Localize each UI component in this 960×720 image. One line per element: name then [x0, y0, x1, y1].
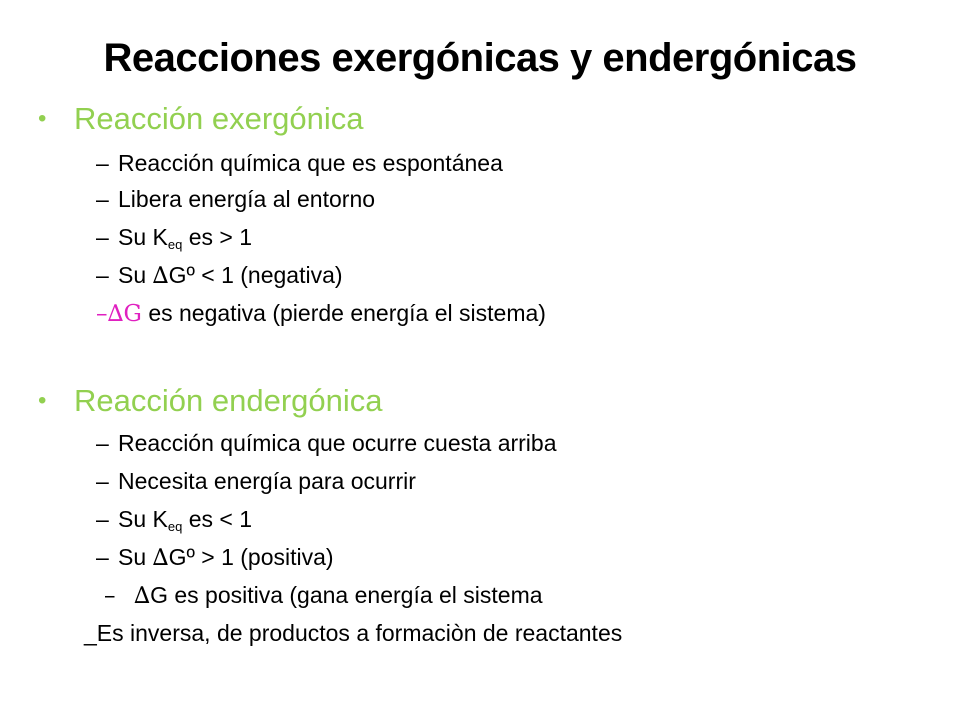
endergonic-item-1-text: Reacción química que ocurre cuesta arriba: [118, 430, 557, 456]
endergonic-last: [104, 582, 543, 609]
dash-icon: –: [96, 262, 109, 288]
dash-icon: –: [96, 506, 109, 532]
exergonic-dg: [96, 262, 343, 289]
dash-icon: –: [96, 186, 109, 212]
dash-icon: –: [96, 224, 109, 250]
dg-suffix: Gº > 1 (positiva): [168, 544, 334, 570]
dash-icon: –: [104, 583, 116, 609]
keq-prefix: Su K: [118, 224, 168, 250]
exergonic-heading: [38, 101, 364, 137]
endergonic-dg: [96, 544, 334, 571]
keq-suffix: es < 1: [182, 506, 253, 532]
endergonic-item-2-text: Necesita energía para ocurrir: [118, 468, 416, 494]
dash-icon: –: [96, 150, 109, 176]
delta-symbol: ∆: [152, 545, 169, 571]
exergonic-item-2-text: Libera energía al entorno: [118, 186, 376, 212]
delta-symbol: ∆: [152, 263, 169, 289]
endergonic-item-2: [96, 468, 416, 495]
dash-icon: –: [96, 430, 109, 456]
dg-suffix: Gº < 1 (negativa): [168, 262, 343, 288]
dg-prefix: Su: [118, 262, 153, 288]
keq-prefix: Su K: [118, 506, 168, 532]
exergonic-item-2: [96, 186, 375, 213]
delta-symbol: ∆: [134, 583, 151, 609]
bullet-icon: •: [38, 387, 47, 414]
endergonic-heading: [38, 383, 383, 419]
slide-title: Reacciones exergónicas y endergónicas: [103, 36, 857, 80]
dg-prefix: Su: [118, 544, 153, 570]
exergonic-last: [96, 300, 546, 327]
exergonic-last-text: es negativa (pierde energía el sistema): [141, 300, 546, 326]
exergonic-heading-text: Reacción exergónica: [74, 101, 364, 136]
pink-delta-g: ∆G: [107, 301, 142, 327]
exergonic-item-1-text: Reacción química que es espontánea: [118, 150, 503, 176]
endergonic-last-text: G es positiva (gana energía el sistema: [150, 582, 543, 608]
dash-icon: –: [96, 544, 109, 570]
dash-icon: –: [96, 468, 109, 494]
keq-subscript: eq: [167, 519, 183, 534]
endergonic-keq: [96, 506, 252, 534]
endergonic-final-line: _Es inversa, de productos a formaciòn de reactantes: [84, 620, 623, 646]
exergonic-item-1: [96, 150, 503, 177]
keq-subscript: eq: [167, 237, 183, 252]
exergonic-keq: [96, 224, 252, 252]
pink-dash: –: [96, 301, 108, 327]
keq-suffix: es > 1: [182, 224, 253, 250]
bullet-icon: •: [38, 105, 47, 132]
endergonic-item-1: [96, 430, 557, 457]
endergonic-heading-text: Reacción endergónica: [74, 383, 383, 418]
